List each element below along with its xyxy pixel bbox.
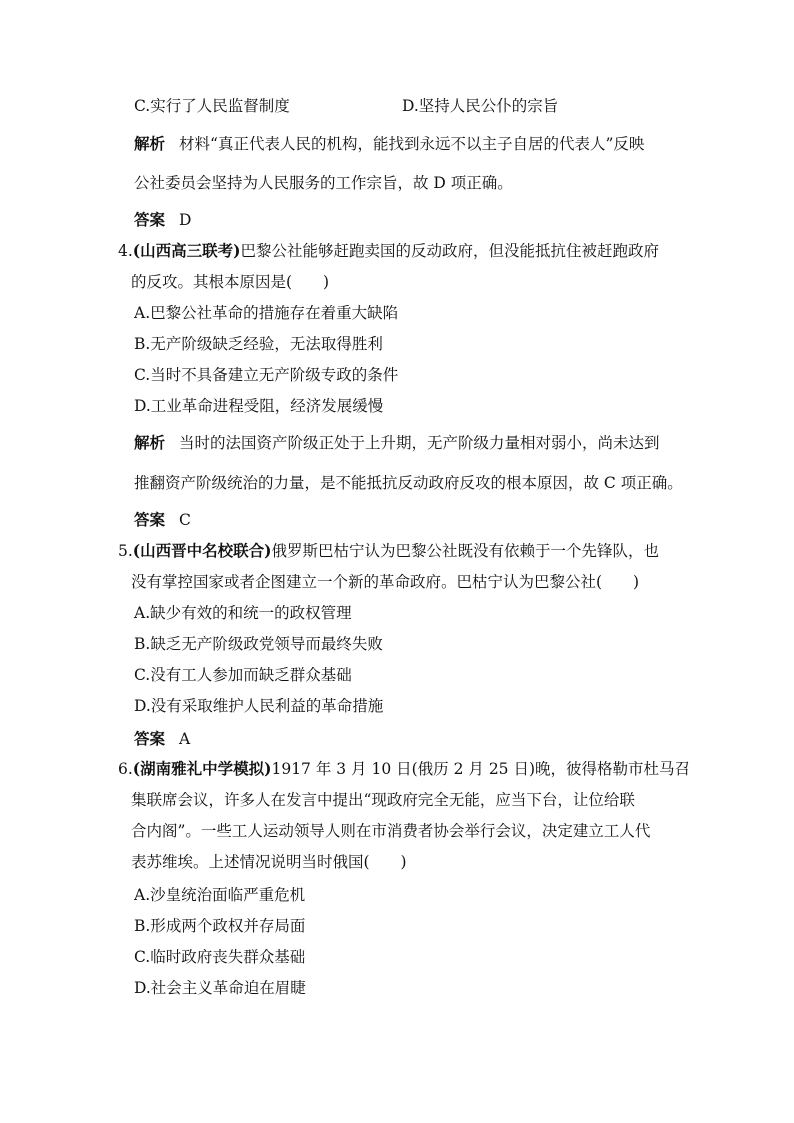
q4-option-c: C.当时不具备建立无产阶级专政的条件 xyxy=(134,366,399,384)
question-source: (山西高三联考) xyxy=(132,241,241,260)
q6-option-a: A.沙皇统治面临严重危机 xyxy=(134,886,306,904)
answer-label: 答案 xyxy=(134,510,166,529)
q5-option-b: B.缺乏无产阶级政党领导而最终失败 xyxy=(134,635,383,653)
answer-value: C xyxy=(179,511,191,529)
q6-stem-line-1 xyxy=(118,758,690,780)
prev-option-d: D.坚持人民公仆的宗旨 xyxy=(402,97,559,115)
q4-answer xyxy=(134,509,191,531)
q5-option-d: D.没有采取维护人民利益的革命措施 xyxy=(134,697,384,715)
analysis-text: 当时的法国资产阶级正处于上升期，无产阶级力量相对弱小，尚未达到 xyxy=(179,434,660,452)
q4-analysis-line-2: 推翻资产阶级统治的力量，是不能抵抗反动政府反攻的根本原因，故 C 项正确。 xyxy=(134,474,683,492)
q5-answer xyxy=(134,728,190,750)
question-number: 4. xyxy=(118,242,133,260)
q6-stem-line-2: 集联席会议，许多人在发言中提出“现政府完全无能，应当下台，让位给联 xyxy=(131,791,635,809)
prev-analysis-line-2: 公社委员会坚持为人民服务的工作宗旨，故 D 项正确。 xyxy=(134,174,513,192)
q4-stem-line-1 xyxy=(118,240,659,262)
prev-answer xyxy=(134,209,191,231)
q4-analysis-line-1 xyxy=(134,432,660,454)
prev-analysis-line-1 xyxy=(134,133,644,155)
question-stem: 巴黎公社能够赶跑卖国的反动政府，但没能抵抗住被赶跑政府 xyxy=(240,242,659,260)
answer-label: 答案 xyxy=(134,729,166,748)
question-stem: 1917 年 3 月 10 日(俄历 2 月 25 日)晚，彼得格勒市杜马召 xyxy=(271,760,691,778)
q6-stem-line-4: 表苏维埃。上述情况说明当时俄国( ) xyxy=(131,853,407,871)
question-number: 5. xyxy=(118,542,133,560)
answer-value: A xyxy=(179,730,191,748)
answer-label: 答案 xyxy=(134,210,166,229)
analysis-label: 解析 xyxy=(134,134,166,153)
q4-option-a: A.巴黎公社革命的措施存在着重大缺陷 xyxy=(134,304,399,322)
q4-stem-line-2: 的反攻。其根本原因是( ) xyxy=(131,273,330,291)
q6-option-c: C.临时政府丧失群众基础 xyxy=(134,948,306,966)
question-number: 6. xyxy=(118,760,133,778)
q6-stem-line-3: 合内阁”。一些工人运动领导人则在市消费者协会举行会议，决定建立工人代 xyxy=(131,822,651,840)
q5-stem-line-1 xyxy=(118,540,659,562)
question-stem: 俄罗斯巴枯宁认为巴黎公社既没有依赖于一个先锋队，也 xyxy=(271,542,659,560)
q5-option-a: A.缺少有效的和统一的政权管理 xyxy=(134,604,352,622)
analysis-text: 材料“真正代表人民的机构，能找到永远不以主子自居的代表人”反映 xyxy=(179,135,645,153)
q4-option-d: D.工业革命进程受阻，经济发展缓慢 xyxy=(134,397,384,415)
q5-stem-line-2: 没有掌控国家或者企图建立一个新的革命政府。巴枯宁认为巴黎公社( ) xyxy=(131,573,640,591)
q5-option-c: C.没有工人参加而缺乏群众基础 xyxy=(134,666,352,684)
q6-option-b: B.形成两个政权并存局面 xyxy=(134,917,306,935)
analysis-label: 解析 xyxy=(134,433,166,452)
q6-option-d: D.社会主义革命迫在眉睫 xyxy=(134,979,306,997)
q4-option-b: B.无产阶级缺乏经验，无法取得胜利 xyxy=(134,335,383,353)
answer-value: D xyxy=(179,211,192,229)
question-source: (湖南雅礼中学模拟) xyxy=(132,759,272,778)
prev-option-c: C.实行了人民监督制度 xyxy=(134,97,290,115)
question-source: (山西晋中名校联合) xyxy=(132,541,272,560)
